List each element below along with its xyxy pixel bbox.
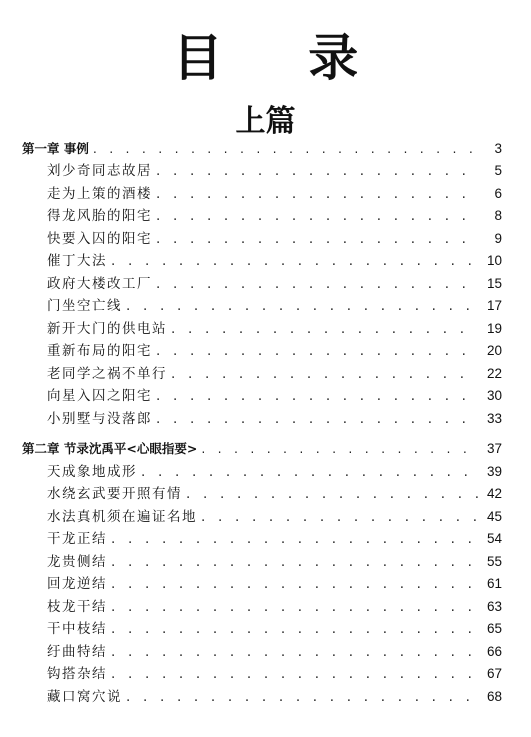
toc-page-number: 8: [494, 208, 502, 223]
dot-leader: [126, 295, 478, 317]
toc-entry-label: 得龙风胎的阳宅: [47, 208, 152, 224]
toc-entry-label: 水绕玄武要开照有情: [47, 486, 182, 502]
dot-leader: [156, 183, 478, 205]
toc-page-number: 10: [486, 253, 502, 268]
toc-entry-label: 干龙正结: [47, 531, 107, 547]
dot-leader: [111, 641, 478, 663]
toc-entry[interactable]: [47, 340, 502, 362]
dot-leader: [156, 205, 478, 227]
dot-leader: [186, 483, 478, 505]
toc-entry[interactable]: [47, 528, 502, 550]
dot-leader: [156, 273, 478, 295]
toc-entry-label: 龙贵侧结: [47, 553, 107, 570]
toc-page-number: 66: [486, 643, 502, 659]
dot-leader: [156, 408, 478, 430]
toc-entry-label: 水法真机须在遍证名地: [47, 508, 197, 525]
toc-entry[interactable]: [47, 573, 502, 595]
toc-entry[interactable]: [47, 363, 502, 385]
toc-page-number: 63: [486, 598, 502, 614]
toc-entry-label: 走为上策的酒楼: [47, 185, 152, 202]
dot-leader: [156, 385, 478, 407]
toc-page-number: 33: [486, 410, 502, 426]
toc-entry[interactable]: [47, 506, 502, 528]
toc-page-number: 39: [486, 463, 502, 479]
toc-chapter-label: 第一章 事例: [22, 141, 89, 156]
dot-leader: [111, 618, 478, 640]
toc-entry[interactable]: [47, 686, 502, 708]
dot-leader: [111, 663, 478, 685]
dot-leader: [171, 318, 478, 340]
toc-page-number: 61: [486, 576, 502, 591]
toc-page-number: 3: [494, 141, 502, 156]
toc-page-number: 68: [486, 688, 502, 704]
toc-entry-label: 新开大门的供电站: [47, 320, 167, 337]
toc-entry[interactable]: [47, 183, 502, 205]
toc-entry[interactable]: [47, 461, 502, 483]
dot-leader: [111, 250, 478, 272]
toc-chapter-2[interactable]: [22, 438, 502, 460]
toc-entry[interactable]: [47, 273, 502, 295]
toc-entry[interactable]: [47, 408, 502, 430]
dot-leader: [201, 438, 478, 460]
dot-leader: [126, 686, 478, 708]
toc-page-number: 17: [486, 298, 502, 313]
toc-page-number: 6: [494, 185, 502, 201]
toc-entry-label: 回龙逆结: [47, 576, 107, 592]
toc-entry-label: 政府大楼改工厂: [47, 275, 152, 292]
toc-entry[interactable]: [47, 551, 502, 573]
toc-entry[interactable]: [47, 483, 502, 505]
toc-page-number: 55: [486, 553, 502, 569]
toc-entry-label: 钩搭杂结: [47, 666, 107, 682]
toc-page-number: 15: [486, 275, 502, 291]
toc-entry-label: 干中枝结: [47, 621, 107, 637]
toc-entry[interactable]: [47, 228, 502, 250]
toc-entry-label: 藏口窝穴说: [47, 688, 122, 705]
dot-leader: [201, 506, 478, 528]
toc-chapter-label: 第二章 节录沈禹平<心眼指要>: [22, 441, 198, 456]
dot-leader: [141, 461, 478, 483]
dot-leader: [111, 596, 478, 618]
toc-entry-label: 门坐空亡线: [47, 298, 122, 314]
toc-chapter-1[interactable]: [22, 138, 502, 160]
toc-page-number: 54: [486, 531, 502, 546]
toc-page-number: 37: [486, 441, 502, 456]
toc-entry-label: 重新布局的阳宅: [47, 343, 152, 359]
part-title: 上篇: [235, 104, 296, 139]
toc-entry[interactable]: [47, 596, 502, 618]
toc-entry-label: 催丁大法: [47, 253, 107, 269]
dot-leader: [156, 160, 478, 182]
toc-entry-label: 老同学之祸不单行: [47, 365, 167, 382]
dot-leader: [156, 340, 478, 362]
toc-entry[interactable]: [47, 318, 502, 340]
toc-entry[interactable]: [47, 295, 502, 317]
toc-entry[interactable]: [47, 250, 502, 272]
toc-page-number: 9: [494, 230, 502, 246]
toc-entry-label: 纡曲特结: [47, 643, 107, 660]
toc-entry[interactable]: [47, 641, 502, 663]
toc-entry-label: 向星入囚之阳宅: [47, 388, 152, 404]
page-title: 目 录: [172, 29, 393, 87]
dot-leader: [111, 551, 478, 573]
dot-leader: [156, 228, 478, 250]
toc-page-number: 19: [486, 320, 502, 336]
dot-leader: [111, 528, 478, 550]
toc-entry-label: 快要入囚的阳宅: [47, 230, 152, 247]
toc-entry[interactable]: [47, 618, 502, 640]
dot-leader: [171, 363, 478, 385]
toc-page-number: 65: [486, 621, 502, 636]
dot-leader: [111, 573, 478, 595]
toc-entry[interactable]: [47, 663, 502, 685]
toc-page-number: 42: [486, 486, 502, 501]
toc-entry-label: 刘少奇同志故居: [47, 163, 152, 179]
dot-leader: [93, 138, 478, 160]
toc-entry[interactable]: [47, 205, 502, 227]
toc-entry[interactable]: [47, 385, 502, 407]
toc-entry[interactable]: [47, 160, 502, 182]
toc-page-number: 30: [486, 388, 502, 403]
toc-page-number: 45: [486, 508, 502, 524]
toc-page-number: 5: [494, 163, 502, 178]
toc-page-number: 22: [486, 365, 502, 381]
toc-entry-label: 小别墅与没落郎: [47, 410, 152, 427]
toc-entry-label: 枝龙干结: [47, 598, 107, 615]
toc-entry-label: 天成象地成形: [47, 463, 137, 480]
toc-page-number: 20: [486, 343, 502, 358]
toc-page-number: 67: [486, 666, 502, 681]
